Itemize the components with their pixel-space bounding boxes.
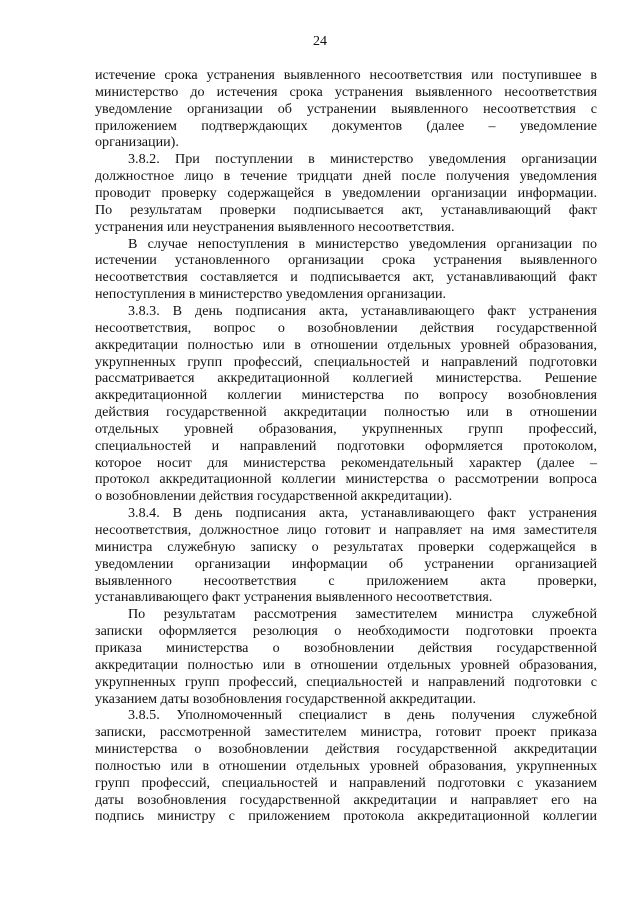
text-line: которое носит для министерства рекомендательный характер (далее – bbox=[95, 454, 597, 471]
text-line: устанавливающего факт устранения выявленного несоответствия. bbox=[95, 589, 493, 606]
text-line: отдельных уровней образования, укрупненных групп профессий, bbox=[95, 420, 597, 437]
text-line: указанием даты возобновления государственной аккредитации. bbox=[95, 690, 476, 707]
text-line: аккредитации полностью или в отношении отдельных уровней образования, bbox=[95, 336, 597, 353]
text-line: устранения или неустранения выявленного несоответствия. bbox=[95, 218, 455, 235]
text-line: 3.8.4. В день подписания акта, устанавливающего факт устранения bbox=[128, 505, 597, 522]
text-line: приказа министерства о возобновлении действия государственной bbox=[95, 639, 597, 656]
text-line: должностное лицо в течение тридцати дней после получения уведомления bbox=[95, 168, 597, 185]
text-line: министерства о возобновлении действия государственной аккредитации bbox=[95, 741, 597, 757]
text-line: несоответствия, должностное лицо готовит и направляет на имя заместителя bbox=[95, 522, 597, 538]
text-line: По результатам рассмотрения заместителем министра служебной bbox=[128, 606, 597, 623]
text-line: 3.8.2. При поступлении в министерство уведомления организации bbox=[128, 151, 597, 168]
text-line: непоступления в министерство уведомления организации. bbox=[95, 286, 447, 303]
text-line: укрупненных групп профессий, специальностей и направлений подготовки с bbox=[95, 673, 597, 690]
text-line: приложением подтверждающих документов (далее – уведомление bbox=[95, 117, 597, 134]
text-line: действия государственной аккредитации полностью или в отношении bbox=[95, 404, 597, 420]
text-line: организации). bbox=[95, 134, 179, 151]
text-line: истечении установленного организации срока устранения выявленного bbox=[95, 252, 597, 269]
text-line: По результатам проверки подписывается акт, устанавливающий факт bbox=[95, 201, 597, 218]
text-line: полностью или в отношении отдельных уровней образования, укрупненных bbox=[95, 757, 597, 774]
text-line: записки оформляется резолюция о необходимости подготовки проекта bbox=[95, 623, 597, 640]
text-line: даты возобновления государственной аккредитации и направляет его на bbox=[95, 791, 597, 808]
text-line: записки, рассмотренной заместителем министра, готовит проект приказа bbox=[95, 724, 597, 741]
text-line: протокол аккредитационной коллегии министерства о рассмотрении вопроса bbox=[95, 471, 597, 488]
page-number: 24 bbox=[313, 34, 327, 49]
text-line: рассматривается аккредитационной коллегией министерства. Решение bbox=[95, 370, 597, 387]
text-line: аккредитации полностью или в отношении отдельных уровней образования, bbox=[95, 656, 597, 673]
text-line: несоответствия, вопрос о возобновлении действия государственной bbox=[95, 319, 597, 336]
text-line: групп профессий, специальностей и направлений подготовки с указанием bbox=[95, 774, 597, 791]
text-line: министерство до истечения срока устранения выявленного несоответствия bbox=[95, 83, 597, 100]
text-line: истечение срока устранения выявленного несоответствия или поступившее в bbox=[95, 67, 597, 83]
text-line: укрупненных групп профессий, специальностей и направлений подготовки bbox=[95, 353, 597, 370]
text-line: 3.8.3. В день подписания акта, устанавливающего факт устранения bbox=[128, 302, 597, 319]
text-line: специальностей и направлений подготовки оформляется протоколом, bbox=[95, 437, 597, 454]
text-line: о возобновлении действия государственной аккредитации). bbox=[95, 488, 453, 505]
text-line: подпись министру с приложением протокола аккредитационной коллегии bbox=[95, 808, 597, 825]
text-line: уведомлении организации информации об устранении организацией bbox=[95, 555, 597, 572]
text-line: аккредитационной коллегии министерства по вопросу возобновления bbox=[95, 387, 597, 404]
text-line: выявленного несоответствия с приложением акта проверки, bbox=[95, 572, 597, 589]
text-line: проводит проверку содержащейся в уведомлении организации информации. bbox=[95, 185, 597, 201]
text-line: несоответствия составляется и подписывается акт, устанавливающий факт bbox=[95, 269, 597, 286]
text-line: В случае непоступления в министерство уведомления организации по bbox=[128, 235, 597, 252]
text-line: 3.8.5. Уполномоченный специалист в день получения служебной bbox=[128, 707, 597, 724]
text-line: уведомление организации об устранении выявленного несоответствия с bbox=[95, 100, 597, 117]
text-line: министра служебную записку о результатах проверки содержащейся в bbox=[95, 538, 597, 555]
